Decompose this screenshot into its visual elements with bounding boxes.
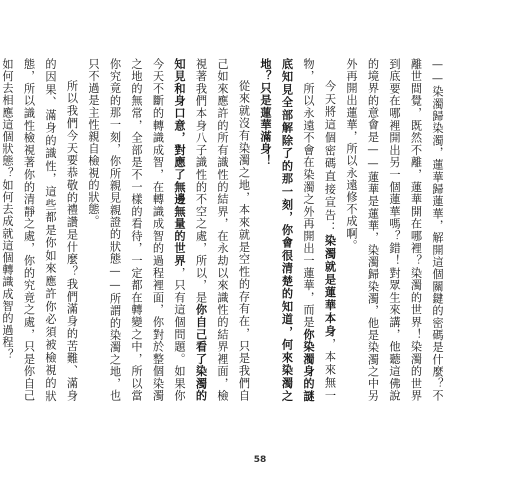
text-segment: ，只有這個問題。如果你今天不斷的轉識成智，在轉識成智的過程裡面，你對於整個染濁之地的無常，全部是不一樣的看待，一定都在轉變之中，所以當你究竟的那一刻，你所親見親證的狀態——所謂的染濁之地，也只不過是主性親自檢視的狀態。 xyxy=(87,58,186,402)
paragraph-p4 xyxy=(0,58,83,402)
text-segment: 今天將這個密碼直接宣告： xyxy=(323,80,337,236)
paragraph-p3 xyxy=(83,58,255,402)
bold-text-segment: 你染濁身的謎底知見全部解除了的那一刻，你會很清楚的知道，何來染濁之地？只是蓮華滿身！ xyxy=(259,58,315,402)
text-segment: 從來就沒有染濁之地，本來就是空性的存有在，只是我們自己如來應許的所有識性的結界，在永劫以來識性的結界裡面，檢視著我們本身八子識性的不空之處，所以，是 xyxy=(194,58,251,402)
text-segment: 所以我們今天要恭敬的禮讚是什麼？我們滿身的苦難、滿身的因果、滿身的識性，這些都是你如來應許你必須被檢視的狀態，所以識性檢視著你的清靜之處，你的究竟之處，只是你自己如何去相應這個狀態？如何去成就這個轉識成智的過程？ xyxy=(1,58,79,402)
bold-text-segment: 你自己看了染濁的知見和身口意，對應了無邊無量的世界 xyxy=(173,58,208,402)
text-segment: ，本來無一物，所以永遠不會在染濁之外再開出一蓮華，而是 xyxy=(302,58,337,402)
bold-text-segment: 染濁就是蓮華本身 xyxy=(323,235,337,339)
paragraph-p1 xyxy=(341,58,449,402)
paragraph-p2 xyxy=(255,58,341,402)
text-segment: ——染濁歸染濁，蓮華歸蓮華，解開這個關鍵的密碼是什麼？不離世間覺，既然不離，蓮華開在哪裡？染濁的世界！染濁的世界到底要在哪裡開出另一個蓮華嗎？錯！對眾生來講，他聽這佛說的境界的意會是——蓮華是蓮華，染濁歸染濁，他是染濁之中另外再開出蓮華，所以永遠修不成啊。 xyxy=(345,58,444,402)
vertical-text-body xyxy=(1,58,448,402)
page-number: 58 xyxy=(253,455,267,465)
